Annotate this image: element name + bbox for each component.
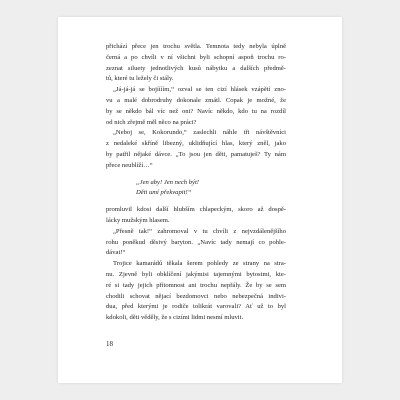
- text-line: by patřil nějaké dávce. „To jsou jen děti, pamatuješ? Ty nám: [106, 150, 286, 158]
- text-line: vu a malé dobrodruhy dokonale zmátl. Copak je možné, že: [106, 96, 286, 104]
- page-number: 18: [106, 340, 113, 348]
- text-line: rohu poněkud děsivý baryton. „Navíc tady nemají co pohle-: [106, 238, 286, 246]
- text-line: by se někdo bál víc než oni? Navíc někdo, kdo tu na rozdíl: [106, 107, 286, 115]
- text-line: ré si tady jejich přítomnost ani trochu nepřály. Že by se sem: [106, 281, 286, 289]
- verse-line: „Jen aby! Jen nech být!: [136, 178, 199, 186]
- text-line: „Přesně tak!“ zahromoval v tu chvíli z nejvzdálenějšího: [113, 227, 286, 235]
- text-line: Trojice kamarádů těkala šerem pohledy ze strany na stra-: [113, 260, 286, 268]
- text-line: černá a po chvíli v ní všichni byli schopní aspoň trochu ro-: [106, 53, 286, 61]
- text-line: nu. Zjevně byli obklíčení jakýmisi tajemnými bytostmi, kte-: [106, 270, 286, 278]
- verse-line: Děti umí překvapit!“: [136, 189, 192, 197]
- text-line: přece neublíží…“: [106, 161, 153, 169]
- text-line: dávat!“: [106, 249, 126, 257]
- text-line: zeznat siluety jednotlivých kusů nábytku a dalších předmě-: [106, 64, 286, 72]
- text-line: z nedaleké skříně libezný, uklidňující hlas, který zněl, jako: [106, 140, 286, 148]
- text-line: tů, které tu ležely či stály.: [106, 75, 174, 83]
- text-line: chodili schovat nějací bezdomovci nebo nebezpečná indivi-: [106, 292, 286, 300]
- text-line: dua, před kterými je rodiče tolikrát varovali? Ať už to byl: [106, 303, 286, 311]
- text-line: „Já-já-já se bojíííím,“ ozval se ten cizí hlásek vzápětí zno-: [113, 86, 286, 94]
- text-line: od nich zřejmě měl něco na práci?: [106, 118, 197, 126]
- text-line: „Neboj se, Kokorundo,“ zaslechli náhle tři návštěvníci: [113, 129, 286, 137]
- text-line: kdokoli, děti věděly, že s cizími lidmi nesmí mluvit.: [106, 314, 244, 322]
- text-line: promluvil kdosi další hlubším chlapeckým, skoro až dospě-: [106, 206, 286, 214]
- body-text: [106, 42, 286, 324]
- text-line: přichází přece jen trochu světla. Temnota tedy nebyla úplně: [106, 43, 286, 50]
- text-line: lácky mužským hlasem.: [106, 216, 170, 224]
- book-page: [58, 17, 342, 383]
